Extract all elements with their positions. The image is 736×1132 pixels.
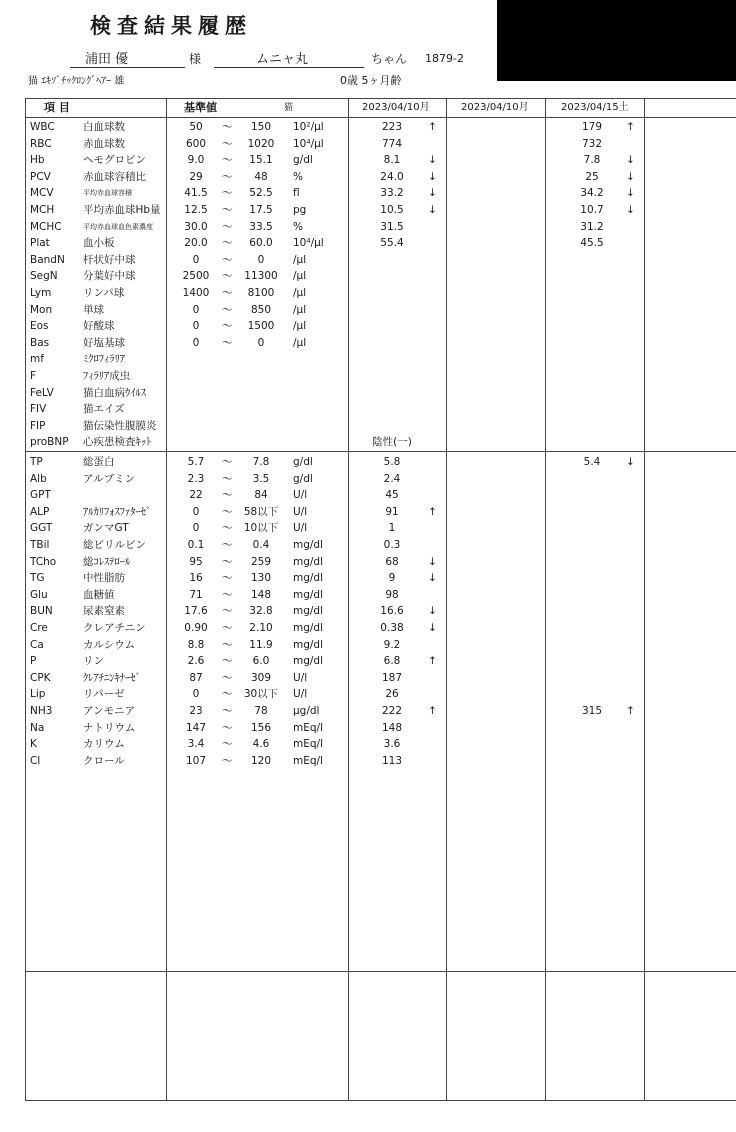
result-date-1: 98 — [385, 588, 399, 601]
flag-date-1: ↓ — [428, 204, 437, 216]
reference-low: 22 — [189, 489, 203, 502]
reference-low: 0 — [192, 505, 200, 518]
range-separator: ～ — [222, 220, 233, 233]
test-name: アンモニア — [83, 705, 136, 717]
result-date-1: 222 — [381, 705, 403, 717]
reference-unit: 10⁴/μl — [293, 237, 324, 250]
test-name: カリウム — [83, 738, 125, 751]
test-code: FIP — [30, 419, 46, 432]
test-name: 心疾患検査ｷｯﾄ — [83, 436, 152, 449]
range-separator: ～ — [222, 137, 233, 150]
test-code: Ca — [30, 638, 44, 651]
result-date-1: 0.3 — [383, 539, 401, 551]
range-separator: ～ — [222, 204, 233, 216]
reference-high: 120 — [250, 754, 272, 767]
test-code: MCH — [30, 204, 55, 216]
test-name: 総蛋白 — [83, 456, 115, 468]
range-separator: ～ — [222, 721, 233, 734]
reference-unit: mg/dl — [293, 555, 324, 568]
reference-high: 30以下 — [243, 688, 279, 701]
test-code: BandN — [30, 253, 65, 266]
test-code: WBC — [30, 121, 55, 133]
document-title: 検査結果履歴 — [90, 14, 252, 38]
reference-high: 148 — [250, 588, 272, 601]
test-name: ﾐｸﾛﾌｨﾗﾘｱ — [83, 353, 125, 366]
reference-high: 0 — [257, 253, 265, 266]
test-code: FeLV — [30, 386, 54, 399]
result-date-1: 187 — [381, 671, 403, 684]
result-date-1: 3.6 — [383, 738, 401, 751]
result-date-1: 91 — [385, 505, 399, 518]
test-name: 白血球数 — [83, 121, 125, 133]
reference-unit: mEq/l — [293, 738, 323, 751]
flag-date-1: ↓ — [428, 154, 437, 167]
range-separator: ～ — [222, 688, 233, 701]
reference-low: 16 — [189, 572, 203, 585]
owner-suffix: 様 — [189, 52, 202, 66]
reference-low: 0 — [192, 688, 200, 701]
result-date-3: 179 — [581, 121, 603, 133]
reference-low: 23 — [189, 705, 203, 717]
result-date-1: 8.1 — [383, 154, 401, 167]
test-code: BUN — [30, 605, 53, 618]
reference-low: 0.90 — [184, 622, 208, 634]
result-date-1: 45 — [385, 489, 399, 502]
reference-high: 48 — [254, 170, 268, 183]
test-name: 平均赤血球血色素濃度 — [83, 222, 153, 231]
reference-high: 259 — [250, 555, 272, 568]
reference-low: 50 — [189, 121, 203, 133]
reference-low: 0 — [192, 303, 200, 316]
range-separator: ～ — [222, 505, 233, 518]
reference-high: 3.5 — [252, 472, 270, 485]
reference-high: 150 — [250, 121, 272, 133]
test-name: 分葉好中球 — [83, 270, 136, 283]
reference-high: 6.0 — [252, 655, 270, 668]
test-code: MCHC — [30, 220, 62, 233]
reference-low: 71 — [189, 588, 203, 601]
test-code: Bas — [30, 336, 50, 349]
result-date-1: 陰性(一) — [372, 436, 412, 449]
flag-date-1: ↑ — [428, 505, 437, 518]
reference-unit: U/l — [293, 688, 308, 701]
range-separator: ～ — [222, 456, 233, 468]
range-separator: ～ — [222, 336, 233, 349]
test-code: CPK — [30, 671, 51, 684]
flag-date-3: ↓ — [626, 187, 635, 200]
reference-low: 0 — [192, 320, 200, 333]
test-name: 好酸球 — [83, 320, 115, 333]
range-separator: ～ — [222, 303, 233, 316]
reference-low: 2.3 — [187, 472, 205, 485]
reference-low: 2.6 — [187, 655, 205, 668]
test-name: 中性脂肪 — [83, 572, 125, 585]
test-name: ヘモグロビン — [83, 154, 146, 167]
test-code: mf — [30, 353, 44, 366]
reference-unit: g/dl — [293, 456, 313, 468]
reference-low: 12.5 — [184, 204, 208, 216]
test-code: TCho — [30, 555, 57, 568]
range-separator: ～ — [222, 187, 233, 200]
reference-low: 20.0 — [184, 237, 208, 250]
test-code: Lym — [30, 287, 52, 299]
reference-high: 0 — [257, 336, 265, 349]
species-breed-sex: 猫 ｴｷｿﾞﾁｯｸﾛﾝｸﾞﾍｱｰ 雄 — [28, 76, 125, 87]
result-date-1: 33.2 — [380, 187, 404, 200]
reference-low: 600 — [185, 137, 207, 150]
reference-unit: pg — [293, 204, 307, 216]
test-code: GPT — [30, 489, 51, 502]
reference-low: 29 — [189, 170, 203, 183]
range-separator: ～ — [222, 605, 233, 618]
result-date-1: 68 — [385, 555, 399, 568]
test-code: Cl — [30, 754, 41, 767]
range-separator: ～ — [222, 270, 233, 283]
reference-unit: mg/dl — [293, 572, 324, 585]
flag-date-3: ↓ — [626, 154, 635, 167]
result-date-3: 31.2 — [580, 220, 604, 233]
result-date-1: 9.2 — [383, 638, 401, 651]
reference-low: 0 — [192, 522, 200, 535]
test-name: カルシウム — [83, 638, 136, 651]
test-name: ｸﾚｱﾁﾆﾝｷﾅｰｾﾞ — [83, 671, 141, 684]
reference-low: 0 — [192, 253, 200, 266]
test-name: ナトリウム — [83, 721, 136, 734]
test-code: FIV — [30, 403, 47, 416]
test-name: 猫エイズ — [83, 403, 125, 416]
reference-low: 95 — [189, 555, 203, 568]
result-date-3: 45.5 — [580, 237, 604, 250]
range-separator: ～ — [222, 638, 233, 651]
range-separator: ～ — [222, 253, 233, 266]
reference-low: 5.7 — [187, 456, 205, 468]
result-date-1: 0.38 — [380, 622, 404, 634]
range-separator: ～ — [222, 539, 233, 551]
reference-unit: μg/dl — [293, 705, 320, 717]
result-date-3: 25 — [585, 170, 599, 183]
range-separator: ～ — [222, 237, 233, 250]
range-separator: ～ — [222, 588, 233, 601]
test-name: クレアチニン — [83, 622, 146, 634]
reference-high: 7.8 — [252, 456, 270, 468]
result-date-1: 774 — [381, 137, 403, 150]
range-separator: ～ — [222, 622, 233, 634]
result-date-3: 732 — [581, 137, 603, 150]
range-separator: ～ — [222, 489, 233, 502]
result-date-3: 5.4 — [583, 456, 601, 468]
reference-high: 11.9 — [249, 638, 273, 651]
test-code: F — [30, 370, 37, 382]
reference-high: 850 — [250, 303, 272, 316]
flag-date-1: ↓ — [428, 170, 437, 183]
reference-unit: mg/dl — [293, 622, 324, 634]
patient-id: 1879-2 — [425, 52, 464, 65]
test-name: 赤血球数 — [83, 137, 125, 150]
flag-date-1: ↑ — [428, 121, 437, 133]
result-date-1: 10.5 — [380, 204, 404, 216]
reference-low: 107 — [185, 754, 207, 767]
result-date-1: 31.5 — [380, 220, 404, 233]
flag-date-1: ↓ — [428, 622, 437, 634]
test-name: 総ｺﾚｽﾃﾛｰﾙ — [83, 555, 131, 568]
range-separator: ～ — [222, 555, 233, 568]
result-date-1: 55.4 — [380, 237, 404, 250]
reference-high: 17.5 — [249, 204, 273, 216]
test-code: Lip — [30, 688, 46, 701]
reference-low: 0 — [192, 336, 200, 349]
result-date-1: 1 — [388, 522, 396, 535]
test-code: Eos — [30, 320, 49, 333]
reference-low: 30.0 — [184, 220, 208, 233]
test-name: 猫白血病ｳｲﾙｽ — [83, 386, 146, 399]
redaction-block — [497, 0, 736, 81]
reference-unit: /μl — [293, 287, 307, 299]
range-separator: ～ — [222, 121, 233, 133]
reference-high: 78 — [254, 705, 268, 717]
result-date-1: 148 — [381, 721, 403, 734]
test-name: 血糖値 — [83, 588, 115, 601]
test-name: アルブミン — [83, 472, 136, 485]
reference-high: 58以下 — [243, 505, 279, 518]
reference-high: 309 — [250, 671, 272, 684]
result-date-3: 34.2 — [580, 187, 604, 200]
test-name: リンパ球 — [83, 287, 125, 299]
reference-low: 87 — [189, 671, 203, 684]
test-name: 猫伝染性腹膜炎 — [83, 419, 157, 432]
test-code: ALP — [30, 505, 50, 518]
reference-low: 17.6 — [184, 605, 208, 618]
reference-unit: g/dl — [293, 154, 313, 167]
result-date-1: 223 — [381, 121, 403, 133]
range-separator: ～ — [222, 754, 233, 767]
test-code: Hb — [30, 154, 45, 167]
range-separator: ～ — [222, 472, 233, 485]
test-name: 平均赤血球Hb量 — [83, 204, 161, 216]
reference-low: 147 — [185, 721, 207, 734]
test-name: 尿素窒素 — [83, 605, 125, 618]
test-code: K — [30, 738, 37, 751]
test-code: TG — [30, 572, 45, 585]
reference-unit: /μl — [293, 320, 307, 333]
test-code: Plat — [30, 237, 50, 250]
patient-age: 0歳 5ヶ月齢 — [340, 74, 402, 87]
test-name: ﾌｨﾗﾘｱ成虫 — [83, 370, 131, 382]
flag-date-1: ↓ — [428, 187, 437, 200]
result-date-3: 10.7 — [580, 204, 604, 216]
reference-unit: mEq/l — [293, 721, 323, 734]
test-code: proBNP — [30, 436, 69, 449]
reference-high: 10以下 — [243, 522, 279, 535]
reference-unit: U/l — [293, 489, 308, 502]
reference-low: 9.0 — [187, 154, 205, 167]
test-name: クロール — [83, 754, 125, 767]
test-name: リン — [83, 655, 104, 668]
reference-high: 1020 — [247, 137, 275, 150]
test-name: 好塩基球 — [83, 336, 125, 349]
flag-date-1: ↓ — [428, 572, 437, 585]
test-code: GGT — [30, 522, 53, 535]
reference-low: 3.4 — [187, 738, 205, 751]
test-name: ガンマGT — [83, 522, 129, 535]
range-separator: ～ — [222, 738, 233, 751]
reference-high: 8100 — [247, 287, 275, 299]
range-separator: ～ — [222, 320, 233, 333]
test-name: 血小板 — [83, 237, 115, 250]
result-date-1: 26 — [385, 688, 399, 701]
range-separator: ～ — [222, 522, 233, 535]
result-date-1: 24.0 — [380, 170, 404, 183]
reference-unit: /μl — [293, 303, 307, 316]
reference-high: 0.4 — [252, 539, 270, 551]
reference-high: 84 — [254, 489, 268, 502]
reference-high: 33.5 — [249, 220, 273, 233]
pet-name: ムニャ丸 — [256, 52, 309, 67]
reference-unit: % — [293, 170, 303, 183]
range-separator: ～ — [222, 572, 233, 585]
test-name: リパーゼ — [83, 688, 125, 701]
owner-name: 浦田 優 — [85, 52, 129, 67]
result-date-1: 9 — [388, 572, 396, 585]
test-code: Alb — [30, 472, 47, 485]
reference-unit: mg/dl — [293, 638, 324, 651]
result-date-3: 315 — [581, 705, 603, 717]
range-separator: ～ — [222, 170, 233, 183]
test-name: 平均赤血球容積 — [83, 189, 132, 198]
test-code: Cre — [30, 622, 48, 634]
range-separator: ～ — [222, 671, 233, 684]
flag-date-3: ↓ — [626, 170, 635, 183]
range-separator: ～ — [222, 287, 233, 299]
result-date-1: 6.8 — [383, 655, 401, 668]
column-header-species: 猫 — [284, 103, 294, 113]
reference-high: 4.6 — [252, 738, 270, 751]
reference-unit: mg/dl — [293, 539, 324, 551]
range-separator: ～ — [222, 655, 233, 668]
range-separator: ～ — [222, 705, 233, 717]
test-name: ｱﾙｶﾘﾌｫｽﾌｧﾀｰｾﾞ — [83, 505, 152, 518]
test-name: 赤血球容積比 — [83, 170, 146, 183]
reference-unit: 10²/μl — [293, 121, 324, 133]
reference-low: 2500 — [182, 270, 210, 283]
test-code: Na — [30, 721, 45, 734]
reference-unit: 10⁴/μl — [293, 137, 324, 150]
flag-date-3: ↓ — [626, 456, 635, 468]
reference-unit: U/l — [293, 505, 308, 518]
reference-unit: U/l — [293, 522, 308, 535]
test-name: 総ビリルビン — [83, 539, 146, 551]
flag-date-1: ↓ — [428, 605, 437, 618]
column-header-date-3: 2023/04/15土 — [561, 102, 629, 113]
column-header-item: 項 目 — [44, 101, 70, 114]
reference-unit: mg/dl — [293, 605, 324, 618]
flag-date-1: ↓ — [428, 555, 437, 568]
result-date-1: 5.8 — [383, 456, 401, 468]
reference-high: 2.10 — [249, 622, 273, 634]
reference-unit: /μl — [293, 253, 307, 266]
reference-unit: mg/dl — [293, 655, 324, 668]
flag-date-3: ↑ — [626, 705, 635, 717]
reference-low: 41.5 — [184, 187, 208, 200]
test-name: 杆状好中球 — [83, 253, 136, 266]
flag-date-3: ↑ — [626, 121, 635, 133]
column-header-date-1: 2023/04/10月 — [362, 102, 430, 113]
column-header-date-2: 2023/04/10月 — [461, 102, 529, 113]
column-header-reference: 基準値 — [184, 101, 217, 114]
test-code: PCV — [30, 170, 51, 183]
reference-unit: % — [293, 220, 303, 233]
reference-high: 130 — [250, 572, 272, 585]
test-code: Glu — [30, 588, 48, 601]
test-name: 単球 — [83, 303, 104, 316]
pet-suffix: ちゃん — [371, 52, 408, 66]
range-separator: ～ — [222, 154, 233, 167]
test-code: MCV — [30, 187, 54, 200]
result-date-1: 16.6 — [380, 605, 404, 618]
reference-high: 60.0 — [249, 237, 273, 250]
reference-high: 15.1 — [249, 154, 273, 167]
test-code: Mon — [30, 303, 53, 316]
flag-date-1: ↑ — [428, 705, 437, 717]
test-code: NH3 — [30, 705, 53, 717]
reference-low: 8.8 — [187, 638, 205, 651]
reference-high: 11300 — [244, 270, 278, 283]
result-date-1: 2.4 — [383, 472, 401, 485]
test-code: P — [30, 655, 37, 668]
test-code: TBil — [30, 539, 50, 551]
reference-high: 52.5 — [249, 187, 273, 200]
reference-unit: mEq/l — [293, 754, 323, 767]
reference-unit: /μl — [293, 270, 307, 283]
reference-low: 1400 — [182, 287, 210, 299]
result-date-1: 113 — [381, 754, 403, 767]
reference-unit: /μl — [293, 336, 307, 349]
results-table — [25, 98, 736, 1101]
test-code: RBC — [30, 137, 52, 150]
reference-unit: mg/dl — [293, 588, 324, 601]
flag-date-1: ↑ — [428, 655, 437, 668]
reference-unit: U/l — [293, 671, 308, 684]
reference-high: 1500 — [247, 320, 275, 333]
reference-unit: fl — [293, 187, 300, 200]
reference-unit: g/dl — [293, 472, 313, 485]
test-code: SegN — [30, 270, 58, 283]
test-code: TP — [30, 456, 43, 468]
reference-high: 32.8 — [249, 605, 273, 618]
reference-low: 0.1 — [187, 539, 205, 551]
flag-date-3: ↓ — [626, 204, 635, 216]
result-date-3: 7.8 — [583, 154, 601, 167]
reference-high: 156 — [250, 721, 272, 734]
